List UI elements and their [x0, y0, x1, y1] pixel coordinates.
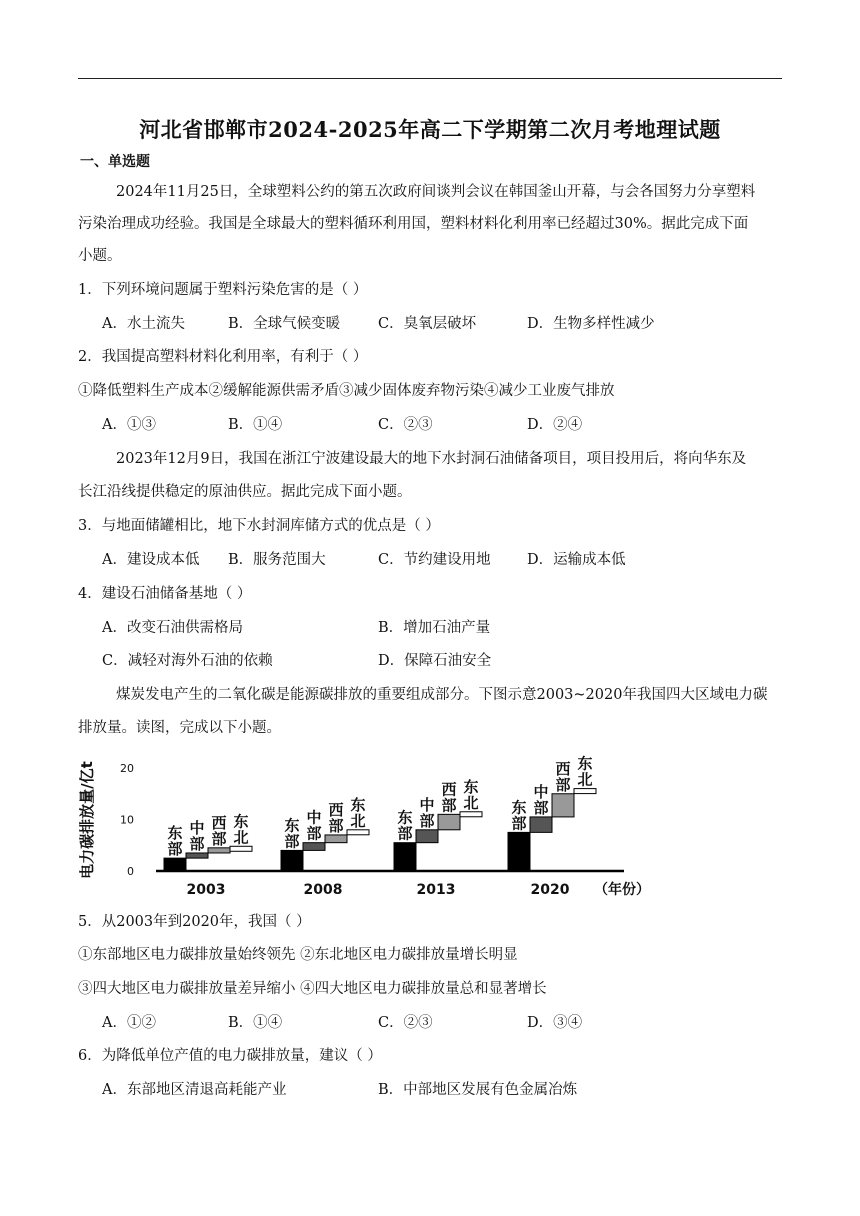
passage3-line: 排放量。读图，完成以下小题。	[78, 720, 281, 736]
question-1-option-c: C．臭氧层破坏	[378, 316, 477, 332]
series-label-中部: 部	[189, 834, 205, 853]
bar-东北	[347, 830, 369, 835]
series-label-东部: 部	[284, 832, 300, 851]
question-5-stem: 5．从2003年到2020年，我国（ ）	[78, 914, 311, 930]
question-2-items: ①降低塑料生产成本②缓解能源供需矛盾③减少固体废弃物污染④减少工业废气排放	[78, 383, 615, 399]
header-rule	[78, 78, 782, 79]
question-4-option-c: C．减轻对海外石油的依赖	[102, 653, 273, 669]
bar-西部	[552, 794, 574, 817]
bar-中部	[530, 817, 552, 832]
question-4-option-d: D．保障石油安全	[378, 653, 492, 669]
series-label-东部: 部	[167, 840, 183, 859]
series-label-东北: 北	[577, 770, 593, 789]
y-tick-label: 0	[127, 865, 134, 878]
series-label-东北: 北	[463, 793, 479, 812]
series-label-西部: 部	[211, 829, 227, 848]
series-label-中部: 中	[533, 782, 549, 801]
series-label-东部: 东	[511, 798, 527, 817]
series-label-东北: 东	[577, 754, 593, 773]
x-tick-label: 2003	[186, 882, 226, 898]
series-label-东北: 北	[233, 828, 249, 847]
series-label-东北: 东	[233, 812, 249, 831]
question-1-stem: 1．下列环境问题属于塑料污染危害的是（ ）	[78, 282, 368, 298]
bar-中部	[303, 843, 325, 851]
passage1-line: 小题。	[78, 248, 122, 264]
bar-东部	[508, 832, 530, 871]
bar-东北	[230, 846, 252, 851]
series-label-中部: 中	[189, 818, 205, 837]
series-label-东部: 东	[167, 824, 183, 843]
bar-东北	[460, 812, 482, 817]
series-label-东部: 部	[511, 814, 527, 833]
question-5-option-c: C．②③	[378, 1015, 433, 1031]
passage2-line: 长江沿线提供稳定的原油供应。据此完成下面小题。	[78, 484, 412, 500]
series-label-西部: 部	[555, 775, 571, 794]
question-1-option-b: B．全球气候变暖	[228, 316, 341, 332]
passage1-line: 污染治理成功经验。我国是全球最大的塑料循环利用国，塑料材料化利用率已经超过30%。据此完成下面	[78, 216, 749, 232]
passage1-line: 2024年11月25日，全球塑料公约的第五次政府间谈判会议在韩国釜山开幕，与会各国努力分享塑料	[116, 184, 756, 200]
bar-西部	[438, 814, 460, 829]
question-5-items-2: ③四大地区电力碳排放量差异缩小 ④四大地区电力碳排放量总和显著增长	[78, 981, 547, 997]
bar-东北	[574, 789, 596, 794]
question-3-option-a: A．建设成本低	[102, 552, 200, 568]
question-5-option-b: B．①④	[228, 1015, 283, 1031]
question-3-stem: 3．与地面储罐相比，地下水封洞库储方式的优点是（ ）	[78, 518, 440, 534]
y-tick-label: 20	[120, 762, 134, 775]
question-2-option-d: D．②④	[527, 417, 583, 433]
question-4-option-b: B．增加石油产量	[378, 620, 491, 636]
question-6-option-b: B．中部地区发展有色金属冶炼	[378, 1082, 578, 1098]
page-title: 河北省邯郸市2024-2025年高二下学期第二次月考地理试题	[139, 117, 721, 142]
question-2-option-c: C．②③	[378, 417, 433, 433]
x-tick-label: 2013	[416, 882, 456, 898]
question-4-stem: 4．建设石油储备基地（ ）	[78, 586, 252, 602]
question-3-option-b: B．服务范围大	[228, 552, 326, 568]
series-label-西部: 部	[328, 816, 344, 835]
series-label-东部: 东	[284, 816, 300, 835]
question-3-option-c: C．节约建设用地	[378, 552, 491, 568]
question-1-option-a: A．水土流失	[102, 316, 185, 332]
y-axis-label: 电力碳排放量/亿t	[78, 761, 96, 879]
passage3-line: 煤炭发电产生的二氧化碳是能源碳排放的重要组成部分。下图示意2003~2020年我国四大区域电力碳	[116, 687, 768, 703]
series-label-中部: 部	[306, 824, 322, 843]
series-label-西部: 西	[328, 800, 344, 819]
question-2-option-a: A．①③	[102, 417, 156, 433]
series-label-东北: 东	[350, 795, 366, 814]
bar-中部	[416, 830, 438, 843]
bar-东部	[394, 843, 416, 871]
question-6-option-a: A．东部地区清退高耗能产业	[102, 1082, 287, 1098]
series-label-西部: 西	[555, 759, 571, 778]
question-6-stem: 6．为降低单位产值的电力碳排放量，建议（ ）	[78, 1048, 382, 1064]
question-4-option-a: A．改变石油供需格局	[102, 620, 243, 636]
series-label-中部: 部	[533, 798, 549, 817]
question-2-option-b: B．①④	[228, 417, 283, 433]
series-label-中部: 中	[306, 808, 322, 827]
question-5-option-d: D．③④	[527, 1015, 583, 1031]
y-tick-label: 10	[120, 813, 134, 827]
question-2-stem: 2．我国提高塑料材料化利用率，有利于（ ）	[78, 349, 368, 365]
series-label-西部: 西	[441, 780, 457, 799]
question-5-items-1: ①东部地区电力碳排放量始终领先 ②东北地区电力碳排放量增长明显	[78, 947, 518, 963]
series-label-东北: 东	[463, 777, 479, 796]
section-heading: 一、单选题	[80, 154, 150, 170]
question-1-option-d: D．生物多样性减少	[527, 316, 655, 332]
x-axis-label: （年份）	[594, 882, 650, 898]
series-label-西部: 西	[211, 813, 227, 832]
bar-东部	[281, 850, 303, 871]
series-label-中部: 中	[419, 795, 435, 814]
series-label-中部: 部	[419, 811, 435, 830]
bar-中部	[186, 853, 208, 858]
series-label-西部: 部	[441, 796, 457, 815]
passage2-line: 2023年12月9日，我国在浙江宁波建设最大的地下水封洞石油储备项目，项目投用后，将向华东及	[116, 451, 747, 467]
x-tick-label: 2008	[303, 882, 343, 898]
bar-东部	[164, 858, 186, 871]
series-label-东部: 部	[397, 824, 413, 843]
series-label-东部: 东	[397, 808, 413, 827]
bar-西部	[208, 848, 230, 853]
x-tick-label: 2020	[530, 882, 570, 898]
emissions-chart	[76, 744, 676, 908]
question-5-option-a: A．①②	[102, 1015, 156, 1031]
bar-西部	[325, 835, 347, 843]
question-3-option-d: D．运输成本低	[527, 552, 626, 568]
series-label-东北: 北	[350, 811, 366, 830]
